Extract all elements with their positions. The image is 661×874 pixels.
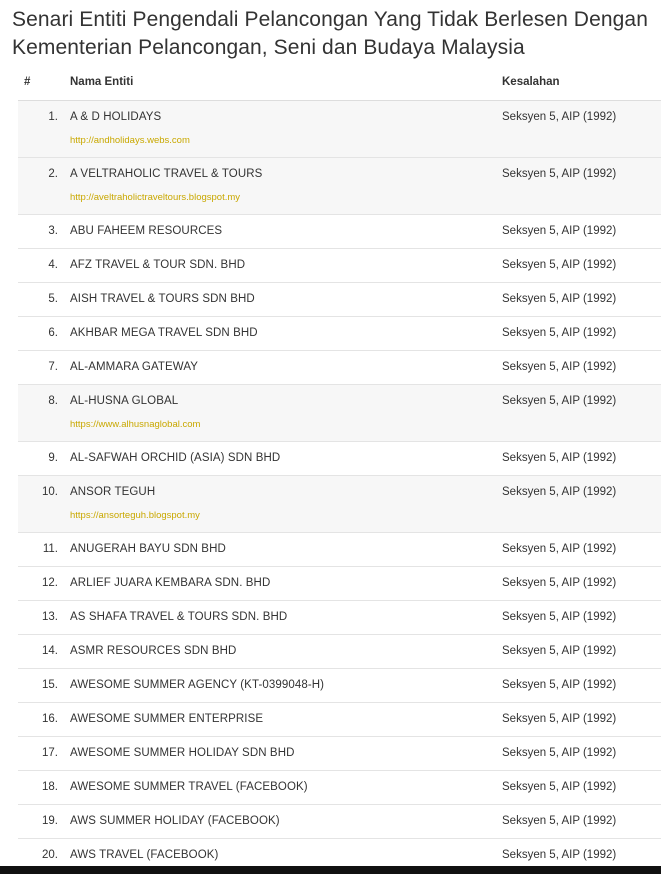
- entity-cell: [64, 158, 496, 215]
- entity-cell: [64, 101, 496, 158]
- offence-text: Seksyen 5, AIP (1992): [502, 611, 617, 623]
- table-row: [18, 385, 661, 442]
- entity-name: AS SHAFA TRAVEL & TOURS SDN. BHD: [70, 611, 288, 623]
- entity-name: AL-HUSNA GLOBAL: [70, 395, 179, 407]
- table-row: [18, 317, 661, 351]
- offence-text: Seksyen 5, AIP (1992): [502, 781, 617, 793]
- row-number: 2.: [48, 168, 58, 180]
- row-number: 10.: [42, 486, 58, 498]
- row-number: 20.: [42, 849, 58, 861]
- offence-text: Seksyen 5, AIP (1992): [502, 225, 617, 237]
- table-row: [18, 351, 661, 385]
- entity-cell: [64, 215, 496, 249]
- table-row: [18, 442, 661, 476]
- offence-text: Seksyen 5, AIP (1992): [502, 293, 617, 305]
- table-row: [18, 601, 661, 635]
- table-row: [18, 703, 661, 737]
- entity-name: ANUGERAH BAYU SDN BHD: [70, 543, 226, 555]
- table-container: [0, 66, 661, 873]
- entity-cell: [64, 533, 496, 567]
- entity-cell: [64, 669, 496, 703]
- table-row: [18, 158, 661, 215]
- entity-link[interactable]: https://www.alhusnaglobal.com: [70, 419, 201, 430]
- table-header: [18, 66, 661, 101]
- offence-text: Seksyen 5, AIP (1992): [502, 849, 617, 861]
- row-number: 18.: [42, 781, 58, 793]
- entity-name: AWESOME SUMMER AGENCY (KT-0399048-H): [70, 679, 325, 691]
- row-number: 17.: [42, 747, 58, 759]
- row-number: 11.: [42, 543, 58, 555]
- entity-link[interactable]: http://andholidays.webs.com: [70, 135, 190, 146]
- table-row: [18, 249, 661, 283]
- offence-text: Seksyen 5, AIP (1992): [502, 543, 617, 555]
- row-number: 1.: [48, 111, 58, 123]
- table-row: [18, 737, 661, 771]
- row-number: 9.: [48, 452, 58, 464]
- offence-text: Seksyen 5, AIP (1992): [502, 577, 617, 589]
- table-row: [18, 567, 661, 601]
- page-title: Senari Entiti Pengendali Pelancongan Yang Tidak Berlesen Dengan Kementerian Pelancongan, Seni dan Budaya Malaysia: [12, 8, 648, 59]
- entity-name: AISH TRAVEL & TOURS SDN BHD: [70, 293, 255, 305]
- row-number: 14.: [42, 645, 58, 657]
- offence-text: Seksyen 5, AIP (1992): [502, 747, 617, 759]
- entity-cell: [64, 476, 496, 533]
- table-row: [18, 283, 661, 317]
- offence-text: Seksyen 5, AIP (1992): [502, 713, 617, 725]
- entity-cell: [64, 351, 496, 385]
- entity-cell: [64, 703, 496, 737]
- table-row: [18, 771, 661, 805]
- entity-cell: [64, 442, 496, 476]
- offence-text: Seksyen 5, AIP (1992): [502, 327, 617, 339]
- entity-name: AWS SUMMER HOLIDAY (FACEBOOK): [70, 815, 280, 827]
- entity-name: AFZ TRAVEL & TOUR SDN. BHD: [70, 259, 246, 271]
- column-header-entity-name: Nama Entiti: [64, 66, 496, 101]
- entity-name: ARLIEF JUARA KEMBARA SDN. BHD: [70, 577, 271, 589]
- entity-name: A VELTRAHOLIC TRAVEL & TOURS: [70, 168, 263, 180]
- entity-name: AWS TRAVEL (FACEBOOK): [70, 849, 219, 861]
- row-number: 8.: [48, 395, 58, 407]
- offence-text: Seksyen 5, AIP (1992): [502, 259, 617, 271]
- table-body: [18, 101, 661, 873]
- entity-name: ASMR RESOURCES SDN BHD: [70, 645, 237, 657]
- offence-text: Seksyen 5, AIP (1992): [502, 645, 617, 657]
- row-number: 12.: [42, 577, 58, 589]
- offence-text: Seksyen 5, AIP (1992): [502, 111, 617, 123]
- table-row: [18, 533, 661, 567]
- entity-name: AL-SAFWAH ORCHID (ASIA) SDN BHD: [70, 452, 281, 464]
- row-number: 6.: [48, 327, 58, 339]
- entity-name: A & D HOLIDAYS: [70, 111, 162, 123]
- row-number: 5.: [48, 293, 58, 305]
- entity-name: ANSOR TEGUH: [70, 486, 156, 498]
- entity-name: AL-AMMARA GATEWAY: [70, 361, 199, 373]
- entity-cell: [64, 805, 496, 839]
- row-number: 13.: [42, 611, 58, 623]
- entity-name: AWESOME SUMMER ENTERPRISE: [70, 713, 264, 725]
- entity-name: AWESOME SUMMER HOLIDAY SDN BHD: [70, 747, 295, 759]
- entity-cell: [64, 317, 496, 351]
- bottom-bar: [0, 866, 661, 874]
- row-number: 3.: [48, 225, 58, 237]
- entity-cell: [64, 635, 496, 669]
- entity-name: ABU FAHEEM RESOURCES: [70, 225, 223, 237]
- row-number: 16.: [42, 713, 58, 725]
- offence-text: Seksyen 5, AIP (1992): [502, 679, 617, 691]
- row-number: 15.: [42, 679, 58, 691]
- table-row: [18, 101, 661, 158]
- row-number: 19.: [42, 815, 58, 827]
- entity-cell: [64, 283, 496, 317]
- table-header-row: [18, 66, 661, 101]
- table-row: [18, 476, 661, 533]
- entity-cell: [64, 567, 496, 601]
- entity-cell: [64, 601, 496, 635]
- table-row: [18, 805, 661, 839]
- entity-name: AWESOME SUMMER TRAVEL (FACEBOOK): [70, 781, 308, 793]
- offence-text: Seksyen 5, AIP (1992): [502, 486, 617, 498]
- entity-cell: [64, 249, 496, 283]
- row-number: 4.: [48, 259, 58, 271]
- offence-text: Seksyen 5, AIP (1992): [502, 168, 617, 180]
- entity-cell: [64, 385, 496, 442]
- table-row: [18, 635, 661, 669]
- entity-cell: [64, 737, 496, 771]
- entity-link[interactable]: http://aveltraholictraveltours.blogspot.my: [70, 192, 241, 203]
- offence-text: Seksyen 5, AIP (1992): [502, 452, 617, 464]
- entity-link[interactable]: https://ansorteguh.blogspot.my: [70, 510, 200, 521]
- entity-name: AKHBAR MEGA TRAVEL SDN BHD: [70, 327, 258, 339]
- offence-text: Seksyen 5, AIP (1992): [502, 395, 617, 407]
- column-header-number: #: [18, 66, 64, 101]
- table-row: [18, 215, 661, 249]
- table-row: [18, 669, 661, 703]
- offence-text: Seksyen 5, AIP (1992): [502, 815, 617, 827]
- column-header-offence: Kesalahan: [496, 66, 661, 101]
- offence-text: Seksyen 5, AIP (1992): [502, 361, 617, 373]
- row-number: 7.: [48, 361, 58, 373]
- entity-cell: [64, 771, 496, 805]
- unlicensed-entities-table: [18, 66, 661, 873]
